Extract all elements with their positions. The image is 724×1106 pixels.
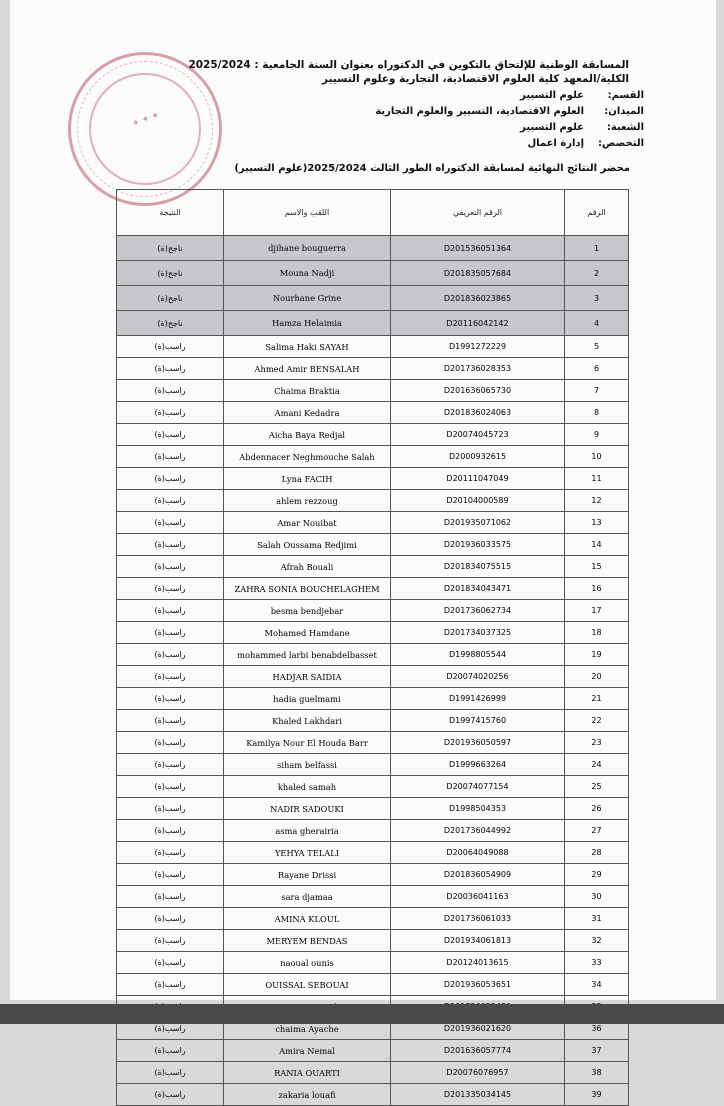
table-row	[117, 380, 629, 402]
table-row	[117, 842, 629, 864]
table-row	[117, 424, 629, 446]
rank-cell: 24	[565, 754, 629, 776]
name-cell: sara djamaa	[224, 886, 391, 908]
official-stamp	[68, 52, 222, 206]
rank-cell: 21	[565, 688, 629, 710]
section-value: علوم التسيير	[520, 90, 584, 101]
name-cell: khaled samah	[224, 776, 391, 798]
rank-cell: 25	[565, 776, 629, 798]
id-cell: D201936050597	[391, 732, 565, 754]
rank-cell: 13	[565, 512, 629, 534]
table-row	[117, 952, 629, 974]
id-cell: D201934061813	[391, 930, 565, 952]
id-cell: D201834075515	[391, 556, 565, 578]
result-cell: ناجح(ة)	[117, 236, 224, 261]
rank-cell: 27	[565, 820, 629, 842]
table-row	[117, 864, 629, 886]
rank-cell: 28	[565, 842, 629, 864]
name-cell: HADJAR SAIDIA	[224, 666, 391, 688]
table-row	[117, 688, 629, 710]
table-header-row	[117, 190, 629, 236]
id-cell: D20036041163	[391, 886, 565, 908]
result-cell: راسب(ة)	[117, 864, 224, 886]
result-cell: راسب(ة)	[117, 688, 224, 710]
result-cell: راسب(ة)	[117, 534, 224, 556]
result-cell: راسب(ة)	[117, 798, 224, 820]
table-row	[117, 776, 629, 798]
result-cell: ناجح(ة)	[117, 261, 224, 286]
name-cell: Khaled Lakhdari	[224, 710, 391, 732]
table-row	[117, 578, 629, 600]
name-cell: Amira Nemal	[224, 1040, 391, 1062]
name-cell: Afrah Bouali	[224, 556, 391, 578]
table-row	[117, 236, 629, 261]
result-cell: راسب(ة)	[117, 1084, 224, 1106]
rank-cell: 14	[565, 534, 629, 556]
name-cell: ahlem rezzoug	[224, 490, 391, 512]
result-cell: راسب(ة)	[117, 468, 224, 490]
table-row	[117, 512, 629, 534]
specialty-value: إدارة اعمال	[527, 138, 584, 149]
rank-cell: 3	[565, 286, 629, 311]
name-cell: Amar Nouibat	[224, 512, 391, 534]
rank-cell: 6	[565, 358, 629, 380]
name-cell: Mohamed Hamdane	[224, 622, 391, 644]
name-cell: Chaima Braktia	[224, 380, 391, 402]
table-row	[117, 820, 629, 842]
table-row	[117, 556, 629, 578]
name-cell: siham belfassi	[224, 754, 391, 776]
rank-cell: 29	[565, 864, 629, 886]
id-cell: D20124013615	[391, 952, 565, 974]
name-cell: Mouna Nadji	[224, 261, 391, 286]
name-cell: asma gherairia	[224, 820, 391, 842]
id-cell: D201736044992	[391, 820, 565, 842]
id-cell: D1999663264	[391, 754, 565, 776]
id-cell: D201836054909	[391, 864, 565, 886]
id-cell: D1991426999	[391, 688, 565, 710]
table-row	[117, 908, 629, 930]
id-cell: D201536051364	[391, 236, 565, 261]
table-row	[117, 930, 629, 952]
result-cell: راسب(ة)	[117, 1018, 224, 1040]
table-row	[117, 336, 629, 358]
name-cell: Kamilya Nour El Houda Barr	[224, 732, 391, 754]
table-row	[117, 710, 629, 732]
rank-cell: 4	[565, 311, 629, 336]
id-cell: D201835057684	[391, 261, 565, 286]
rank-cell: 16	[565, 578, 629, 600]
result-cell: راسب(ة)	[117, 886, 224, 908]
result-cell: راسب(ة)	[117, 842, 224, 864]
name-cell: NADIR SADOUKI	[224, 798, 391, 820]
rank-cell: 5	[565, 336, 629, 358]
document-header	[188, 58, 629, 86]
table-row	[117, 311, 629, 336]
id-cell: D20074045723	[391, 424, 565, 446]
id-cell: D201736062734	[391, 600, 565, 622]
id-cell: D201936033575	[391, 534, 565, 556]
name-cell: Lyna FACIH	[224, 468, 391, 490]
table-row	[117, 490, 629, 512]
rank-cell: 18	[565, 622, 629, 644]
result-cell: راسب(ة)	[117, 336, 224, 358]
id-cell: D1998504353	[391, 798, 565, 820]
result-cell: راسب(ة)	[117, 578, 224, 600]
id-cell: D201736028353	[391, 358, 565, 380]
rank-cell: 39	[565, 1084, 629, 1106]
header-result: النتيجة	[117, 190, 224, 236]
table-row	[117, 261, 629, 286]
id-cell: D201736061033	[391, 908, 565, 930]
result-cell: راسب(ة)	[117, 710, 224, 732]
name-cell: Amani Kedadra	[224, 402, 391, 424]
rank-cell: 37	[565, 1040, 629, 1062]
result-cell: ناجح(ة)	[117, 311, 224, 336]
rank-cell: 15	[565, 556, 629, 578]
name-cell: RANIA OUARTI	[224, 1062, 391, 1084]
table-row	[117, 1040, 629, 1062]
result-cell: راسب(ة)	[117, 556, 224, 578]
domain-value: العلوم الاقتصادية، التسيير والعلوم التجارية	[375, 106, 584, 117]
name-cell: chaima Ayache	[224, 1018, 391, 1040]
name-cell: ZAHRA SONIA BOUCHELAGHEM	[224, 578, 391, 600]
table-row	[117, 886, 629, 908]
rank-cell: 31	[565, 908, 629, 930]
result-cell: ناجح(ة)	[117, 286, 224, 311]
id-cell: D1998805544	[391, 644, 565, 666]
name-cell: AMINA KLOUL	[224, 908, 391, 930]
table-row	[117, 446, 629, 468]
result-cell: راسب(ة)	[117, 952, 224, 974]
table-row	[117, 600, 629, 622]
rank-cell: 36	[565, 1018, 629, 1040]
rank-cell: 23	[565, 732, 629, 754]
result-cell: راسب(ة)	[117, 666, 224, 688]
result-cell: راسب(ة)	[117, 930, 224, 952]
result-cell: راسب(ة)	[117, 358, 224, 380]
rank-cell: 9	[565, 424, 629, 446]
rank-cell: 32	[565, 930, 629, 952]
rank-cell: 1	[565, 236, 629, 261]
table-row	[117, 732, 629, 754]
id-cell: D1991272229	[391, 336, 565, 358]
rank-cell: 8	[565, 402, 629, 424]
rank-cell: 17	[565, 600, 629, 622]
result-cell: راسب(ة)	[117, 1062, 224, 1084]
table-row	[117, 644, 629, 666]
name-cell: hadia guelmami	[224, 688, 391, 710]
stamp-emblem: ✦ ✦ ✦	[130, 110, 162, 130]
result-cell: راسب(ة)	[117, 974, 224, 996]
id-cell: D201335034145	[391, 1084, 565, 1106]
result-cell: راسب(ة)	[117, 820, 224, 842]
id-cell: D1997415760	[391, 710, 565, 732]
specialty-label: التخصص:	[598, 138, 644, 149]
rank-cell: 2	[565, 261, 629, 286]
competition-title: المسابقة الوطنية للإلتحاق بالتكوين في الدكتوراه بعنوان السنة الجامعية : 2025/2024	[188, 59, 629, 71]
table-row	[117, 286, 629, 311]
id-cell: D201734037325	[391, 622, 565, 644]
rank-cell: 33	[565, 952, 629, 974]
table-row	[117, 798, 629, 820]
header-id: الرقم التعريفي	[391, 190, 565, 236]
table-row	[117, 622, 629, 644]
rank-cell: 12	[565, 490, 629, 512]
result-cell: راسب(ة)	[117, 490, 224, 512]
id-cell: D20074077154	[391, 776, 565, 798]
name-cell: Aicha Baya Redjal	[224, 424, 391, 446]
name-cell: Rayane Drissi	[224, 864, 391, 886]
name-cell: besma bendjebar	[224, 600, 391, 622]
result-cell: راسب(ة)	[117, 380, 224, 402]
rank-cell: 20	[565, 666, 629, 688]
name-cell: mohammed larbi benabdelbasset	[224, 644, 391, 666]
name-cell: Salah Oussama Redjimi	[224, 534, 391, 556]
result-cell: راسب(ة)	[117, 600, 224, 622]
header-rank: الرقم	[565, 190, 629, 236]
table-row	[117, 666, 629, 688]
table-row	[117, 468, 629, 490]
branch-value: علوم التسيير	[520, 122, 584, 133]
result-cell: راسب(ة)	[117, 622, 224, 644]
id-cell: D2000932615	[391, 446, 565, 468]
branch-label: الشعبة:	[606, 122, 644, 133]
id-cell: D20074020256	[391, 666, 565, 688]
rank-cell: 38	[565, 1062, 629, 1084]
table-row	[117, 358, 629, 380]
rank-cell: 11	[565, 468, 629, 490]
header-name: اللقب والاسم	[224, 190, 391, 236]
result-cell: راسب(ة)	[117, 512, 224, 534]
id-cell: D201836024063	[391, 402, 565, 424]
result-cell: راسب(ة)	[117, 754, 224, 776]
rank-cell: 30	[565, 886, 629, 908]
result-cell: راسب(ة)	[117, 402, 224, 424]
rank-cell: 10	[565, 446, 629, 468]
name-cell: Abdennacer Neghmouche Salah	[224, 446, 391, 468]
id-cell: D20111047049	[391, 468, 565, 490]
result-cell: راسب(ة)	[117, 776, 224, 798]
id-cell: D20076076957	[391, 1062, 565, 1084]
id-cell: D201935071062	[391, 512, 565, 534]
section-label: القسم:	[607, 90, 644, 101]
name-cell: Ahmed Amir BENSALAH	[224, 358, 391, 380]
id-cell: D201836023865	[391, 286, 565, 311]
rank-cell: 34	[565, 974, 629, 996]
name-cell: zakaria louafi	[224, 1084, 391, 1106]
name-cell: naoual ounis	[224, 952, 391, 974]
rank-cell: 7	[565, 380, 629, 402]
id-cell: D20116042142	[391, 311, 565, 336]
id-cell: D201936021620	[391, 1018, 565, 1040]
name-cell: Salima Haki SAYAH	[224, 336, 391, 358]
name-cell: YEHYA TELALI	[224, 842, 391, 864]
result-cell: راسب(ة)	[117, 908, 224, 930]
id-cell: D20104000589	[391, 490, 565, 512]
rank-cell: 26	[565, 798, 629, 820]
table-row	[117, 534, 629, 556]
rank-cell: 22	[565, 710, 629, 732]
faculty-line: الكلية/المعهد كلية العلوم الاقتصادية، التجارية وعلوم التسيير	[321, 73, 629, 85]
name-cell: Hamza Helaimia	[224, 311, 391, 336]
id-cell: D201936053651	[391, 974, 565, 996]
id-cell: D20064049088	[391, 842, 565, 864]
result-cell: راسب(ة)	[117, 1040, 224, 1062]
domain-label: الميدان:	[604, 106, 644, 117]
rank-cell: 19	[565, 644, 629, 666]
table-row	[117, 402, 629, 424]
name-cell: MERYEM BENDAS	[224, 930, 391, 952]
id-cell: D201636065730	[391, 380, 565, 402]
id-cell: D201636057774	[391, 1040, 565, 1062]
table-row	[117, 974, 629, 996]
scan-bottom-edge	[0, 1004, 724, 1024]
table-row	[117, 1084, 629, 1106]
name-cell: Nourhane Grine	[224, 286, 391, 311]
table-row	[117, 1062, 629, 1084]
result-cell: راسب(ة)	[117, 732, 224, 754]
name-cell: djihane bouguerra	[224, 236, 391, 261]
result-cell: راسب(ة)	[117, 644, 224, 666]
results-title: محضر النتائج النهائية لمسابقة الدكتوراه الطور الثالث 2025/2024(علوم التسيير)	[234, 163, 630, 174]
results-table	[116, 189, 629, 1106]
name-cell: OUISSAL SEBOUAI	[224, 974, 391, 996]
result-cell: راسب(ة)	[117, 424, 224, 446]
result-cell: راسب(ة)	[117, 446, 224, 468]
id-cell: D201834043471	[391, 578, 565, 600]
table-row	[117, 754, 629, 776]
